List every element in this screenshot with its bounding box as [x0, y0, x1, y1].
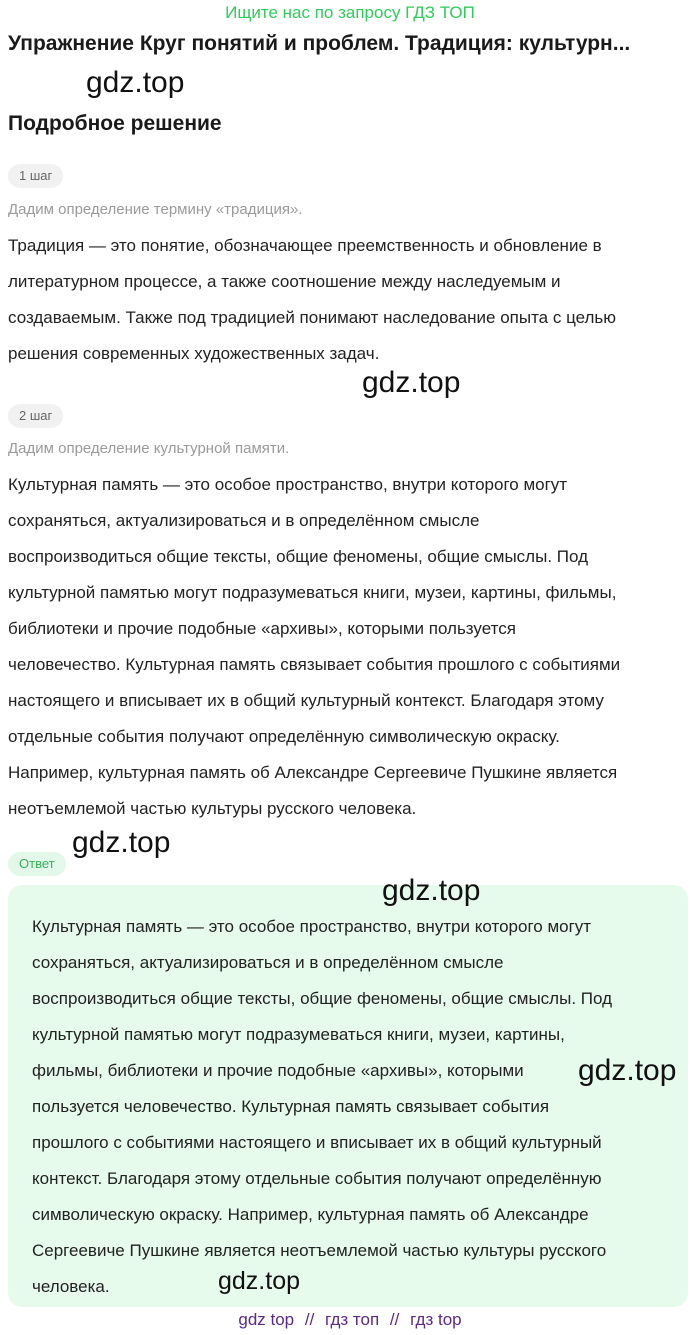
search-banner: Ищите нас по запросу ГДЗ ТОП [225, 3, 475, 22]
text-line: Например, культурная память об Александре Сергеевиче Пушкине является [8, 763, 618, 782]
text-line: неотъемлемой частью культуры русского человека. [8, 799, 417, 818]
footer-link[interactable]: gdz top [238, 1310, 295, 1329]
watermark: gdz.top [578, 1054, 677, 1087]
answer-text [32, 909, 662, 1305]
text-line: сохраняться, актуализироваться и в определённом смысле [32, 953, 504, 972]
text-line: создаваемым. Также под традицией понимают наследование опыта с целью [8, 308, 617, 327]
text-line: настоящего и вписывает их в общий культурный контекст. Благодаря этому [8, 691, 604, 710]
footer-link[interactable]: гдз топ [325, 1310, 380, 1329]
step-text [8, 228, 692, 372]
text-line: символическую окраску. Например, культурная память об Александре [32, 1205, 589, 1224]
footer-links [0, 1308, 700, 1332]
footer-link[interactable]: гдз top [410, 1310, 462, 1329]
answer-badge: Ответ [8, 852, 66, 876]
text-line: Сергеевиче Пушкине является неотъемлемой частью культуры русского [32, 1241, 607, 1260]
page-title: Упражнение Круг понятий и проблем. Традиция: культурн... [8, 32, 631, 55]
step-hint: Дадим определение культурной памяти. [8, 440, 290, 457]
watermark: gdz.top [218, 1267, 301, 1295]
text-line: прошлого с событиями настоящего и вписывает их в общий культурный [32, 1133, 602, 1152]
watermark: gdz.top [86, 66, 185, 99]
footer-separator: // [304, 1310, 315, 1329]
text-line: Традиция — это понятие, обозначающее преемственность и обновление в [8, 236, 602, 255]
text-line: Культурная память — это особое пространство, внутри которого могут [8, 475, 568, 494]
watermark: gdz.top [382, 874, 481, 907]
text-line: культурной памятью могут подразумеваться книги, музеи, картины, [32, 1025, 565, 1044]
step-text [8, 467, 692, 827]
step-badge: 1 шаг [8, 164, 63, 188]
text-line: воспроизводиться общие тексты, общие феномены, общие смыслы. Под [8, 547, 588, 566]
text-line: воспроизводиться общие тексты, общие феномены, общие смыслы. Под [32, 989, 612, 1008]
text-line: решения современных художественных задач. [8, 344, 380, 363]
watermark: gdz.top [362, 366, 461, 399]
step-hint: Дадим определение термину «традиция». [8, 201, 303, 218]
footer-separator: // [389, 1310, 400, 1329]
text-line: литературном процессе, а также соотношение между наследуемым и [8, 272, 561, 291]
text-line: отдельные события получают определённую символическую окраску. [8, 727, 560, 746]
text-line: контекст. Благодаря этому отдельные события получают определённую [32, 1169, 602, 1188]
text-line: человека. [32, 1277, 110, 1296]
watermark: gdz.top [72, 826, 171, 859]
text-line: фильмы, библиотеки и прочие подобные «архивы», которыми [32, 1061, 524, 1080]
text-line: культурной памятью могут подразумеваться книги, музеи, картины, фильмы, [8, 583, 617, 602]
text-line: человечество. Культурная память связывает события прошлого с событиями [8, 655, 621, 674]
text-line: сохраняться, актуализироваться и в определённом смысле [8, 511, 480, 530]
step-badge: 2 шаг [8, 404, 63, 428]
solution-heading: Подробное решение [8, 112, 222, 135]
text-line: библиотеки и прочие подобные «архивы», которыми пользуется [8, 619, 516, 638]
text-line: Культурная память — это особое пространство, внутри которого могут [32, 917, 592, 936]
text-line: пользуется человечество. Культурная память связывает события [32, 1097, 550, 1116]
